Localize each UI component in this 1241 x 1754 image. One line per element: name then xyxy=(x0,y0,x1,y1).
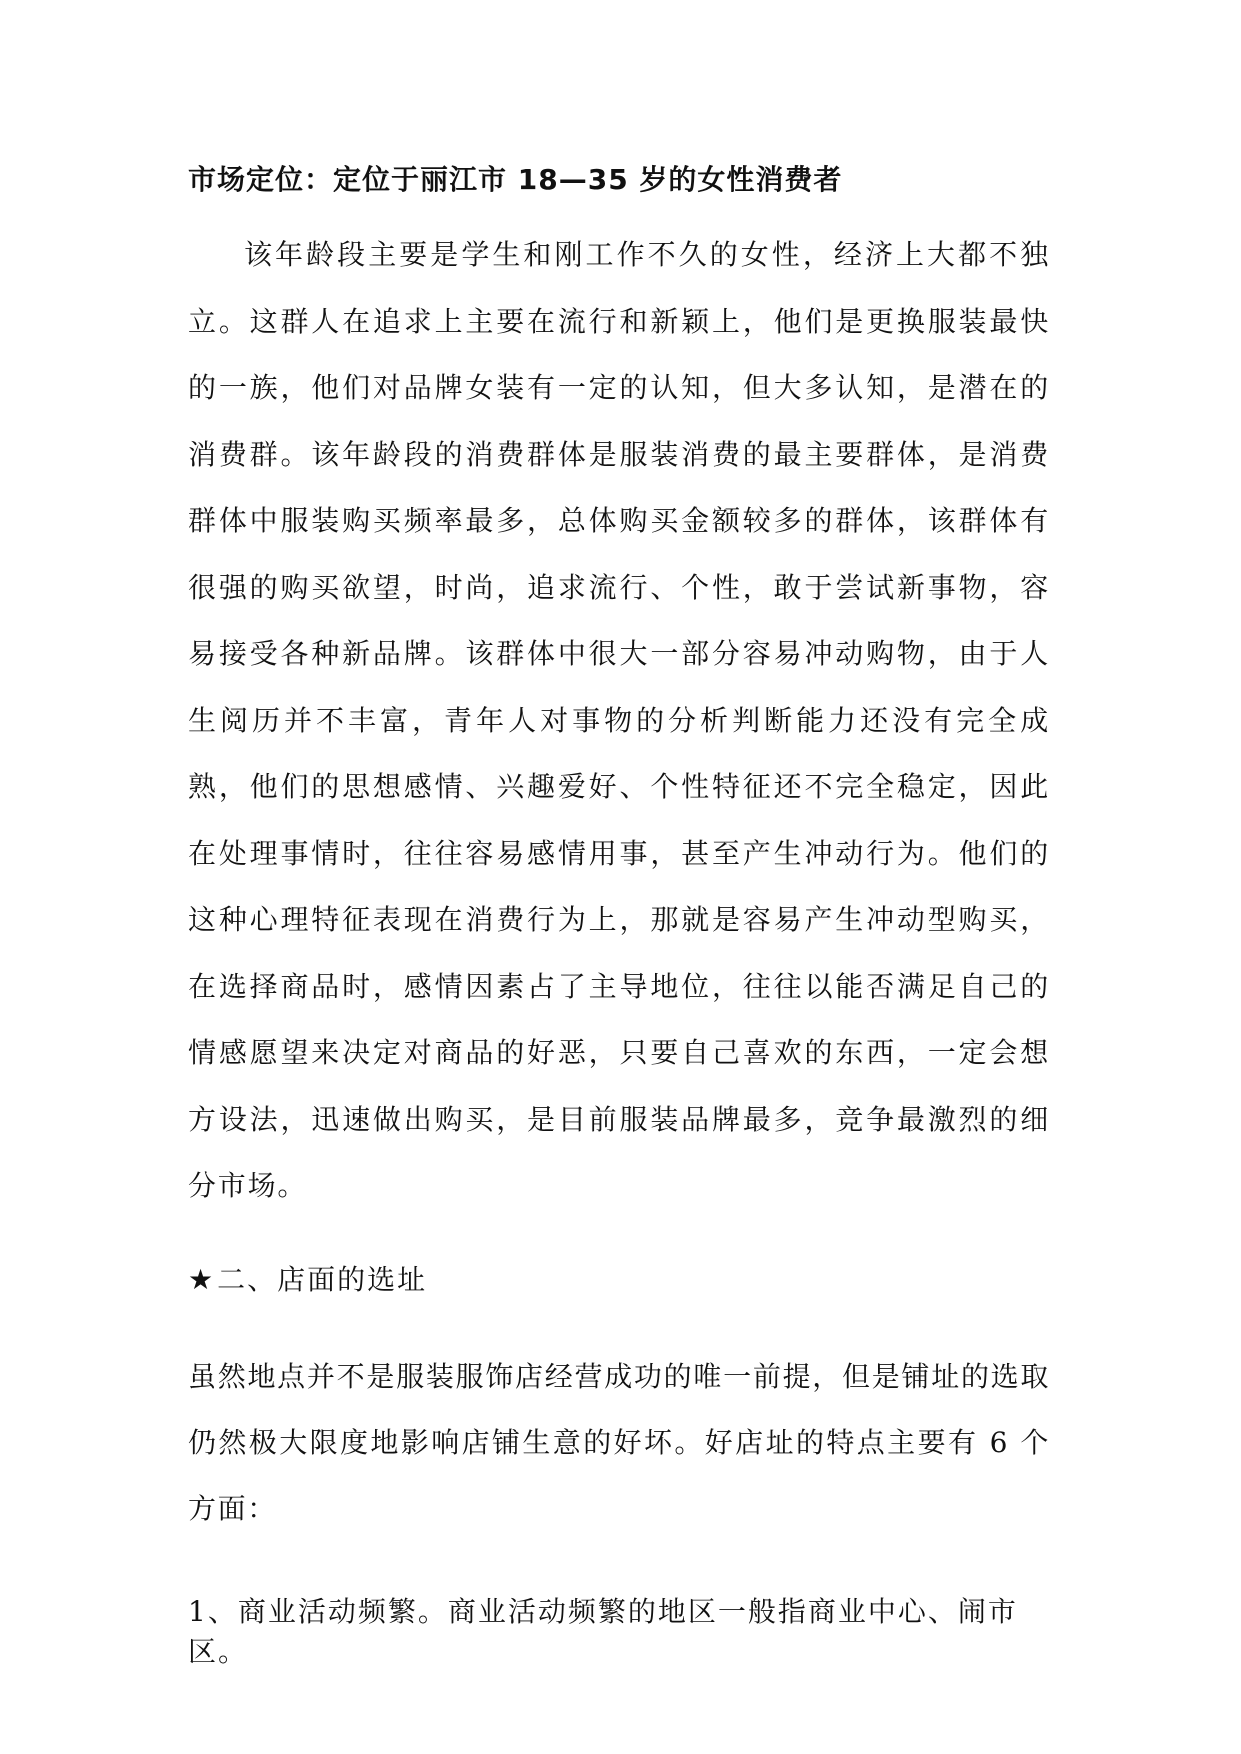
list-item: 1、商业活动频繁。商业活动频繁的地区一般指商业中心、闹市区。 xyxy=(188,1594,1018,1668)
location-intro-paragraph: 虽然地点并不是服装服饰店经营成功的唯一前提，但是铺址的选取仍然极大限度地影响店铺生意的好坏。好店址的特点主要有 6 个方面： xyxy=(188,1359,1050,1525)
target-group-paragraph: 该年龄段主要是学生和刚工作不久的女性，经济上大都不独立。这群人在追求上主要在流行和新颖上，他们是更换服装最快的一族，他们对品牌女装有一定的认知，但大多认知，是潜在的消费群。该年龄段的消费群体是服装消费的最主要群体，是消费群体中服装购买频率最多，总体购买金额较多的群体，该群体有很强的购买欲望，时尚，追求流行、个性，敢于尝试新事物，容易接受各种新品牌。该群体中很大一部分容易冲动购物，由于人生阅历并不丰富，青年人对事物的分析判断能力还没有完全成熟，他们的思想感情、兴趣爱好、个性特征还不完全稳定，因此在处理事情时，往往容易感情用事，甚至产生冲动行为。他们的这种心理特征表现在消费行为上，那就是容易产生冲动型购买，在选择商品时，感情因素占了主导地位，往往以能否满足自己的情感愿望来决定对商品的好恶，只要自己喜欢的东西，一定会想方设法，迅速做出购买，是目前服装品牌最多，竞争最激烈的细分市场。 xyxy=(188,238,1050,1202)
section-title-store-location xyxy=(188,1260,1050,1300)
market-positioning-heading: 市场定位：定位于丽江市 18—35 岁的女性消费者 xyxy=(188,163,843,196)
star-icon: ★ xyxy=(188,1262,216,1296)
document-body xyxy=(188,160,1050,1672)
section-title-text: 二、店面的选址 xyxy=(217,1262,428,1296)
